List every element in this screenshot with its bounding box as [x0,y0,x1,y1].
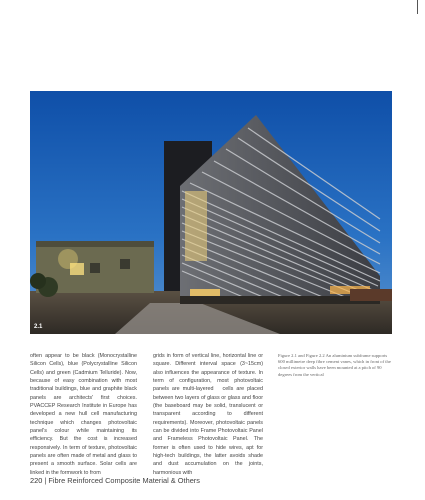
section-title: Fibre Reinforced Composite Material & Others [48,476,200,485]
page-number: 220 [30,476,43,485]
figure-number: 2.1 [34,324,43,330]
footer-separator: | [44,476,47,485]
crop-mark [417,0,418,14]
building-illustration [30,91,392,334]
body-text-column-1: often appear to be black (Monocrystalline Silicon Cells), blue (Polycrystalline Silicon Cells) and green (Cadmium Telluride). Now, because of easy combination with most traditional buildings, blue and graphite black panels are architects' first choices. PVACCEP Research Institute in Europe has developed a new hull cell manufacturing technique which changes photovoltaic panel's colour while maintaining its efficiency. But the cost is increased responsively. In term of texture, photovoltaic panels are often made of metal and glass to present a smooth surface. Solar cells are linked in the formwork to from [30,353,137,476]
building-photo [30,91,392,334]
body-text-column-2: grids in form of vertical line, horizontal line or square. Different interval space (3~15cm) also influences the appearance of texture. In term of configuration, most photovoltaic panels are multi-layered cells are placed between two layers of glass or glass and floor (the baseboard may be solid, translucent or transparent according to different requirements). Moreover, photovoltaic panels can be divided into Frame Photovoltaic Panel and Frameless Photovoltaic Panel. The former is often used to hide wires, apt for high-tech buildings, the latter avoids shade and dust accumulation on the joints, harmonious with [153,353,263,476]
figure-caption: Figure 2.1 and Figure 2.2 An aluminium subframe supports 600 millimetre deep fibre cement vanes, which in front of the closed exterior walls have been mounted at a pitch of 90 degrees from the vertical [278,353,391,377]
page-footer [30,476,200,485]
